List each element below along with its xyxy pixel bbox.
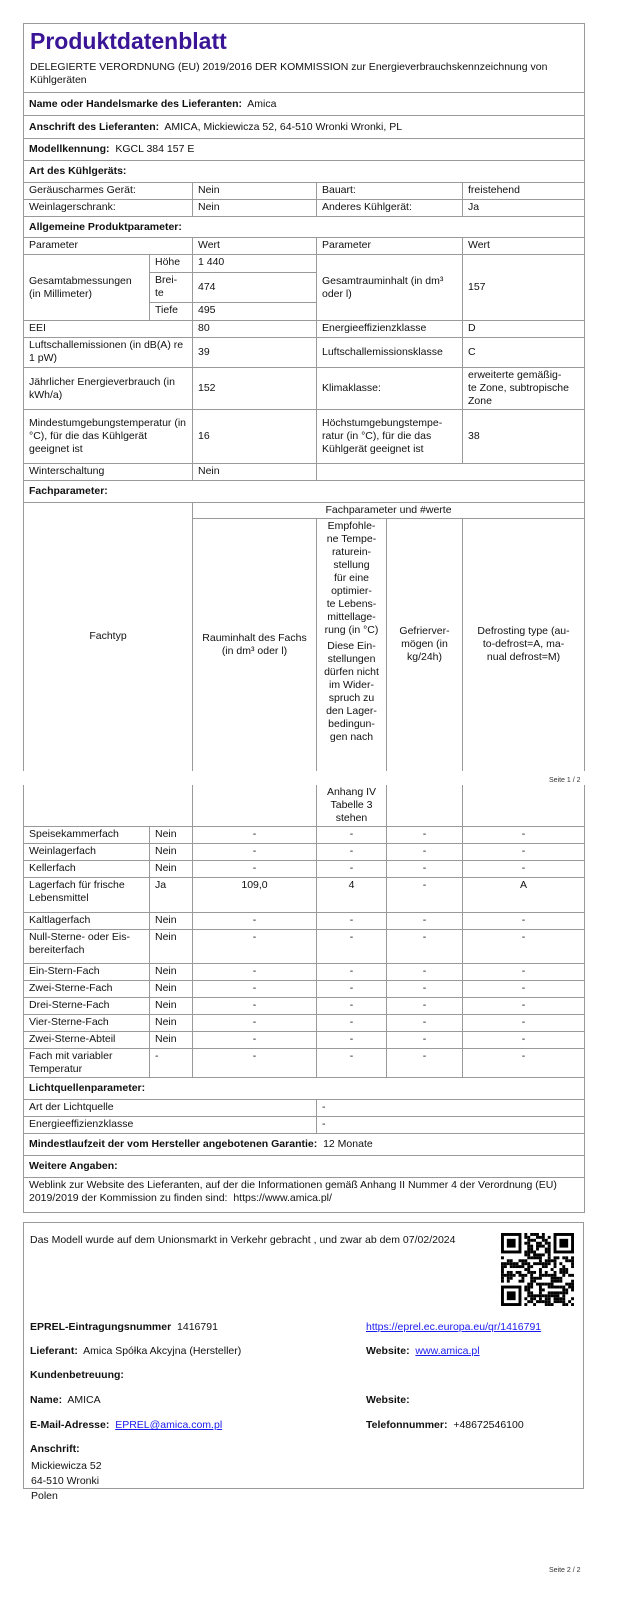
group-header: Fachparameter und #werte [193,503,585,519]
cell: - [317,1049,387,1078]
product-data-table-page2 [23,785,585,1213]
cell: - [317,1032,387,1049]
address-label: Anschrift: [30,1443,80,1455]
table-row [24,410,585,464]
product-data-table-page1 [23,23,585,771]
cell: Weinlagerfach [24,844,150,861]
address-line: Polen [31,1490,58,1502]
cell: 39 [193,338,317,368]
cell: - [463,861,585,878]
cell: Höchstumgebungstempe- ratur (in °C), für die das Kühlgerät geeignet ist [317,410,463,464]
cell: - [317,930,387,964]
table-row [24,200,585,217]
cell: - [317,827,387,844]
compartment-row [24,964,585,981]
compartment-row [24,930,585,964]
text: Weblink zur Website des Lieferanten, auf der die Informationen gemäß Anhang II Nummer 4 der Verordnung (EU) 2019/2019 der Kommission zu finden sind: [29,1179,557,1204]
cell: Ja [150,878,193,913]
phone-number: +48672546100 [453,1419,524,1431]
value: Amica [247,97,277,110]
compartment-row [24,1049,585,1078]
cell: - [193,913,317,930]
cell: Zwei-Sterne-Fach [24,981,150,998]
supplier-value: Amica Spółka Akcyjna (Hersteller) [83,1345,242,1357]
cell: - [463,844,585,861]
page-number: Seite 2 / 2 [549,1567,581,1574]
cell: - [317,981,387,998]
cell: - [463,827,585,844]
volume-value: 157 [463,255,585,321]
support-website-label: Website: [366,1394,410,1406]
label: Modellkennung: [29,143,110,155]
cell: - [387,844,463,861]
cell: - [387,930,463,964]
label: Name oder Handelsmarke des Lieferanten: [29,97,242,110]
col-header-freezing: Gefrierver- mögen (in kg/24h) [387,519,463,771]
cell: Brei- te [150,273,193,303]
value: KGCL 384 157 E [115,143,195,155]
cell: Klimaklasse: [317,368,463,410]
cell: Kellerfach [24,861,150,878]
label: Lieferant: [30,1345,78,1357]
section-heading: Lichtquellenparameter: [24,1078,585,1100]
cell [463,785,585,827]
cell: Lagerfach für frische Lebensmittel [24,878,150,913]
cell: - [150,1049,193,1078]
cell: - [387,913,463,930]
cell: Nein [150,861,193,878]
cell: - [463,913,585,930]
cell: Null-Sterne- oder Eis- bereiterfach [24,930,150,964]
page-title: Produktdatenblatt [30,28,227,54]
cell: - [317,1100,585,1117]
cell: - [463,1049,585,1078]
cell: Parameter [317,238,463,255]
section-heading: Allgemeine Produktparameter: [24,217,585,238]
text: Empfohle- ne Tempe- raturein- stellung für eine optimier- te Lebens- mittellage- rung (in °C) [324,520,379,636]
cell: Mindestumgebungstemperatur (in °C), für die das Kühlgerät geeignet ist [24,410,193,464]
support-name: AMICA [67,1394,101,1406]
cell: 80 [193,321,317,338]
cell: Vier-Sterne-Fach [24,1015,150,1032]
cell: Winterschaltung [24,464,193,481]
compartment-row [24,998,585,1015]
compartment-row [24,1032,585,1049]
cell: - [387,1015,463,1032]
cell: Geräuscharmes Gerät: [24,183,193,200]
cell: Nein [193,464,317,481]
cell: EEI [24,321,193,338]
compartment-row [24,1015,585,1032]
cell: - [463,964,585,981]
cell: - [387,964,463,981]
cell: - [193,964,317,981]
cell: - [387,878,463,913]
cell: Ja [463,200,585,217]
cell: - [193,930,317,964]
cell: - [193,981,317,998]
cell: Nein [150,844,193,861]
col-header-type: Fachtyp [24,503,193,771]
model-row [24,139,585,161]
table-row [24,464,585,481]
cell: - [317,913,387,930]
cell: Nein [150,981,193,998]
cell: Luftschallemissionen (in dB(A) re 1 pW) [24,338,193,368]
table-row [24,321,585,338]
label: Anschrift des Lieferanten: [29,120,160,133]
table-row [24,183,585,200]
label: Telefonnummer: [366,1419,448,1431]
table-row [24,368,585,410]
eprel-link[interactable]: https://eprel.ec.europa.eu/qr/1416791 [366,1321,542,1333]
cell: - [387,861,463,878]
cell: - [387,998,463,1015]
cell: Drei-Sterne-Fach [24,998,150,1015]
supplier-address-row [24,116,585,139]
text: Diese Ein- stellungen dürfen nicht im Wider- spruch zu den Lager- bedingun- gen nach [324,640,379,743]
col-header-defrost: Defrosting type (au- to-defrost=A, ma- nual defrost=M) [463,519,585,771]
col-header-volume: Rauminhalt des Fachs (in dm³ oder l) [193,519,317,771]
header-row [24,238,585,255]
cell: Nein [150,998,193,1015]
cell: Nein [150,964,193,981]
cell: Jährlicher Energieverbrauch (in kWh/a) [24,368,193,410]
label: Website: [366,1345,410,1357]
cell: - [193,998,317,1015]
cell: - [387,827,463,844]
table-row [24,1100,585,1117]
volume-label: Gesamtrauminhalt (in dm³ oder l) [317,255,463,321]
cell: Speisekammerfach [24,827,150,844]
warranty-row [24,1134,585,1156]
compartment-row [24,861,585,878]
cell: Ein-Stern-Fach [24,964,150,981]
eprel-number: 1416791 [177,1321,218,1333]
cell: Höhe [150,255,193,273]
cell: - [193,1049,317,1078]
cell: Wert [463,238,585,255]
col-header-temperature-cont: Anhang IV Tabelle 3 stehen [317,785,387,827]
cell: - [193,1015,317,1032]
cell: - [317,861,387,878]
cell: Energieeffizienzklasse [24,1117,317,1134]
cell: Nein [193,183,317,200]
cell: Zwei-Sterne-Abteil [24,1032,150,1049]
cell: Wert [193,238,317,255]
supplier-url: https://www.amica.pl/ [233,1192,332,1204]
value: 12 Monate [323,1138,373,1150]
cell: Fach mit variabler Temperatur [24,1049,150,1078]
cell: 152 [193,368,317,410]
label: Mindestlaufzeit der vom Hersteller angebotenen Garantie: [29,1138,318,1150]
cell: Energieeffizienzklasse [317,321,463,338]
cell: A [463,878,585,913]
cell: Nein [150,913,193,930]
cell: - [193,844,317,861]
cell: - [463,930,585,964]
cell: - [463,1015,585,1032]
supplier-name-row [24,93,585,116]
cell: 474 [193,273,317,303]
regulation-subtitle: DELEGIERTE VERORDNUNG (EU) 2019/2016 DER KOMMISSION zur Energieverbrauchskennzeichnung von Kühlgeräten [30,61,548,86]
section-heading: Art des Kühlgeräts: [24,161,585,183]
cell: 38 [463,410,585,464]
col-header-temperature [317,519,387,771]
cell: Nein [150,1032,193,1049]
cell: Bauart: [317,183,463,200]
cell: C [463,338,585,368]
cell: Art der Lichtquelle [24,1100,317,1117]
page-number: Seite 1 / 2 [549,777,581,784]
label: E-Mail-Adresse: [30,1419,110,1431]
weblink-row [24,1178,585,1213]
cell: - [317,1015,387,1032]
label: Name: [30,1394,63,1406]
market-date-text: Das Modell wurde auf dem Unionsmarkt in Verkehr gebracht , und zwar ab dem 07/02/2024 [30,1234,456,1246]
cell: Weinlagerschrank: [24,200,193,217]
table-row [24,338,585,368]
cell: 1 440 [193,255,317,273]
support-heading: Kundenbetreuung: [30,1369,124,1381]
cell: Nein [193,200,317,217]
cell: D [463,321,585,338]
cell: - [193,861,317,878]
section-heading: Fachparameter: [24,481,585,503]
compartment-row [24,913,585,930]
cell: Tiefe [150,303,193,321]
dimensions-label: Gesamtabmessungen (in Millimeter) [24,255,150,321]
compartment-row [24,827,585,844]
email-link[interactable]: EPREL@amica.com.pl [115,1419,223,1431]
cell: 495 [193,303,317,321]
cell: - [387,1049,463,1078]
cell: - [387,1032,463,1049]
cell [317,464,585,481]
cell [387,785,463,827]
eprel-info-box [23,1222,584,1502]
cell: - [317,844,387,861]
compartment-row [24,981,585,998]
section-heading: Weitere Angaben: [24,1156,585,1178]
qr-code-icon [501,1233,574,1306]
cell: - [463,1032,585,1049]
compartment-row [24,878,585,913]
cell: Parameter [24,238,193,255]
cell: Nein [150,827,193,844]
cell: - [317,964,387,981]
cell: 109,0 [193,878,317,913]
cell: - [463,998,585,1015]
cell: - [193,1032,317,1049]
address [31,1459,102,1504]
compartment-row [24,844,585,861]
cell: - [317,998,387,1015]
cell: - [463,981,585,998]
address-line: Mickiewicza 52 [31,1460,102,1472]
cell: Kaltlagerfach [24,913,150,930]
cell [24,785,193,827]
cell: Luftschallemissionsklasse [317,338,463,368]
cell: - [193,827,317,844]
cell: - [387,981,463,998]
cell [193,785,317,827]
value: AMICA, Mickiewicza 52, 64-510 Wronki Wronki, PL [164,120,403,133]
cell: freistehend [463,183,585,200]
cell: - [317,1117,585,1134]
website-link[interactable]: www.amica.pl [415,1345,480,1357]
cell: Nein [150,930,193,964]
address-line: 64-510 Wronki [31,1475,100,1487]
table-row [24,1117,585,1134]
cell: 4 [317,878,387,913]
cell: Nein [150,1015,193,1032]
label: EPREL-Eintragungsnummer [30,1321,172,1333]
cell: 16 [193,410,317,464]
cell: erweiterte gemäßig- te Zone, subtropische Zone [463,368,585,410]
cell: Anderes Kühlgerät: [317,200,463,217]
